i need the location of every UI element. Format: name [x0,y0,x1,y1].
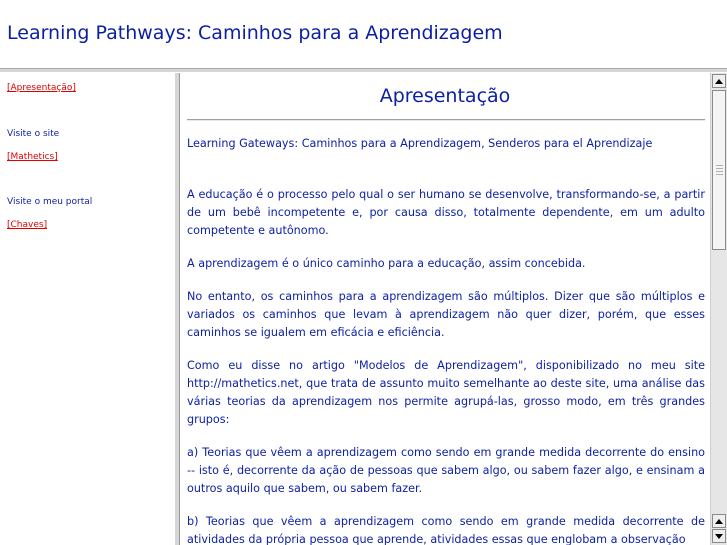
paragraph: A educação é o processo pelo qual o ser humano se desenvolve, transformando-se, a partir de um bebê incompetente e, por causa disso, totalmente dependente, em um adulto competente e autônomo. [187,188,705,237]
scroll-thumb[interactable] [712,90,726,250]
paragraph: A aprendizagem é o único caminho para a educação, assim concebida. [187,257,586,270]
content-frame [180,73,710,545]
paragraph: a) Teorias que vêem a aprendizagem como sendo em grande medida decorrente do ensino -- isto é, decorrente da ação de pessoas que sabem algo, ou sabem fazer algo, e ensinam a outros aquilo que sabem, ou sabem fazer. [187,446,705,495]
presentation-link[interactable]: [Apresentação] [7,83,76,93]
article-body [187,135,705,545]
visit-site-label: Visite o site [7,129,60,139]
scroll-up-button[interactable] [712,74,726,88]
paragraph: Como eu disse no artigo "Modelos de Aprendizagem", disponibilizado no meu site http://mathetics.net, que trata de assunto muito semelhante ao deste site, uma análise das várias teorias da aprendizagem nos permite agrupá-las, grosso modo, em três grandes grupos: [187,359,705,426]
header-frame [0,0,727,68]
title-divider [187,119,705,121]
triangle-up-icon [715,519,723,524]
nav-frame [0,73,174,545]
paragraph: No entanto, os caminhos para a aprendizagem são múltiplos. Dizer que são múltiplos e variados os caminhos que levam à aprendizagem não quer dizer, porém, que esses caminhos se igualem em eficácia e eficiência. [187,290,705,339]
scroll-down-button[interactable] [712,529,726,543]
visit-portal-label: Visite o meu portal [7,197,93,207]
vertical-scrollbar[interactable] [710,73,727,545]
mathetics-link[interactable]: [Mathetics] [7,152,58,162]
chaves-link[interactable]: [Chaves] [7,220,48,230]
paragraph: b) Teorias que vêem a aprendizagem como sendo em grande medida decorrente de atividades da própria pessoa que aprende, atividades essas que englobam a observação [187,515,705,545]
triangle-up-icon [715,79,723,84]
article-subtitle: Learning Gateways: Caminhos para a Aprendizagem, Senderos para el Aprendizaje [187,137,653,150]
scroll-up-button-lower[interactable] [712,514,726,528]
page-title: Apresentação [379,85,511,107]
triangle-down-icon [715,534,723,539]
site-title: Learning Pathways: Caminhos para a Aprendizagem [7,22,503,44]
